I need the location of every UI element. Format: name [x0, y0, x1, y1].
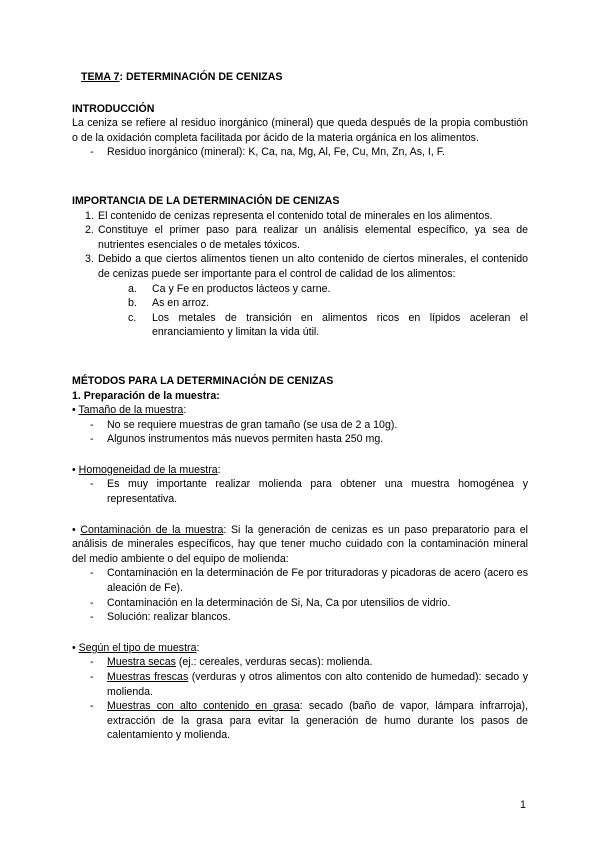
homogeneity-label-text: Homogeneidad de la muestra [78, 463, 218, 476]
list-item-label: Muestras frescas [107, 671, 189, 683]
bullet-marker: • [72, 523, 76, 536]
list-item [72, 252, 528, 281]
list-item-text: No se requiere muestras de gran tamaño (se usa de 2 a 10g). [107, 418, 398, 431]
importance-heading: IMPORTANCIA DE LA DETERMINACIÓN DE CENIZAS [72, 194, 340, 207]
list-item-text: Constituye el primer paso para realizar un análisis elemental específico, ya sea de nutrientes esenciales o de metales tóxicos. [98, 224, 528, 251]
list-item-label: Muestra secas [107, 656, 176, 669]
dash-marker: - [90, 418, 94, 431]
list-item [72, 699, 528, 743]
list-item [72, 670, 528, 699]
intro-list [72, 145, 528, 160]
list-item-text: El contenido de cenizas representa el contenido total de minerales en los alimentos. [98, 209, 493, 222]
document-page [72, 70, 528, 743]
dash-marker: - [90, 700, 94, 713]
list-item-text: : secado (baño de vapor, lámpara infrarroja), extracción de la grasa para evitar la generación de humo durante los pasos de calentamiento y molienda. [107, 700, 529, 742]
list-item-text: Residuo inorgánico (mineral): K, Ca, na, Mg, Al, Fe, Cu, Mn, Zn, As, I, F. [107, 146, 445, 159]
list-item-text: (verduras y otros alimentos con alto contenido de humedad): secado y molienda. [107, 671, 528, 698]
bullet-marker: • [72, 463, 76, 476]
dash-marker: - [90, 656, 94, 669]
item-letter: b. [128, 297, 137, 310]
contamination-label-text: Contaminación de la muestra [80, 523, 224, 536]
list-item-text: As en arroz. [152, 297, 210, 310]
title-topic: TEMA 7 [81, 71, 120, 83]
contamination-list [72, 566, 528, 624]
dash-marker: - [90, 146, 94, 159]
list-item [72, 311, 528, 340]
list-item-text: Es muy importante realizar molienda para obtener una muestra homogénea y representativa. [107, 478, 528, 506]
dash-marker: - [90, 478, 94, 491]
dash-marker: - [90, 671, 94, 683]
list-item-text: Algunos instrumentos más nuevos permiten hasta 250 mg. [107, 433, 384, 446]
size-label-text: Tamaño de la muestra [78, 404, 184, 417]
bullet-marker: • [72, 641, 76, 654]
list-item [72, 209, 528, 224]
list-item [72, 432, 528, 447]
list-item [72, 145, 528, 160]
list-item-text: Solución: realizar blancos. [107, 611, 231, 624]
intro-heading: INTRODUCCIÓN [72, 102, 155, 115]
item-number: 1. [85, 209, 94, 222]
list-item-text: (ej.: cereales, verduras secas): molienda. [175, 656, 373, 669]
list-item [72, 566, 528, 595]
contamination-paragraph [72, 523, 528, 567]
page-title [72, 70, 528, 85]
intro-paragraph: La ceniza se refiere al residuo inorgánico (mineral) que queda después de la propia combustión o de la oxidación completa facilitada por ácido de la materia orgánica en los alimentos. [72, 117, 528, 144]
list-item-text: Debido a que ciertos alimentos tienen un alto contenido de ciertos minerales, el contenido de cenizas puede ser importante para el control de calidad de los alimentos: [98, 253, 528, 280]
list-item [72, 418, 528, 433]
item-number: 2. [85, 224, 94, 237]
dash-marker: - [90, 611, 94, 624]
bullet-marker: • [72, 404, 76, 417]
list-item-text: Los metales de transición en alimentos ricos en lípidos aceleran el enranciamiento y limitan la vida útil. [152, 311, 528, 339]
sample-type-label-text: Según el tipo de muestra [78, 641, 197, 654]
list-item [72, 223, 528, 252]
size-list [72, 418, 528, 447]
homogeneity-list [72, 477, 528, 506]
list-item [72, 655, 528, 670]
homogeneity-label: • Homogeneidad de la muestra: [72, 463, 221, 476]
list-item-text: Contaminación en la determinación de Fe por trituradoras y picadoras de acero (acero es aleación de Fe). [107, 567, 528, 595]
size-label: • Tamaño de la muestra: [72, 404, 187, 417]
list-item-text: Ca y Fe en productos lácteos y carne. [152, 282, 331, 295]
list-item [72, 282, 528, 297]
methods-subheading: 1. Preparación de la muestra: [72, 389, 220, 402]
list-item [72, 596, 528, 611]
list-item [72, 477, 528, 506]
importance-list [72, 209, 528, 282]
item-number: 3. [85, 253, 94, 266]
contamination-text: : Si la generación de cenizas es un paso preparatorio para el análisis de minerales específicos, hay que tener mucho cuidado con la contaminación mineral del medio ambiente o del equipo de molienda: [72, 523, 528, 565]
title-text: : DETERMINACIÓN DE CENIZAS [119, 71, 283, 83]
dash-marker: - [90, 433, 94, 446]
dash-marker: - [90, 567, 94, 580]
sample-type-list [72, 655, 528, 743]
dash-marker: - [90, 596, 94, 609]
list-item [72, 296, 528, 311]
list-item [72, 610, 528, 625]
methods-heading: MÉTODOS PARA LA DETERMINACIÓN DE CENIZAS [72, 374, 334, 387]
item-letter: c. [128, 311, 137, 324]
item-letter: a. [128, 282, 137, 295]
list-item-text: Contaminación en la determinación de Si, Na, Ca por utensilios de vidrio. [107, 596, 451, 609]
list-item-label: Muestras con alto contenido en grasa [107, 700, 300, 713]
page-number: 1 [520, 799, 526, 811]
sample-type-label: • Según el tipo de muestra: [72, 641, 200, 654]
importance-sublist [72, 282, 528, 340]
